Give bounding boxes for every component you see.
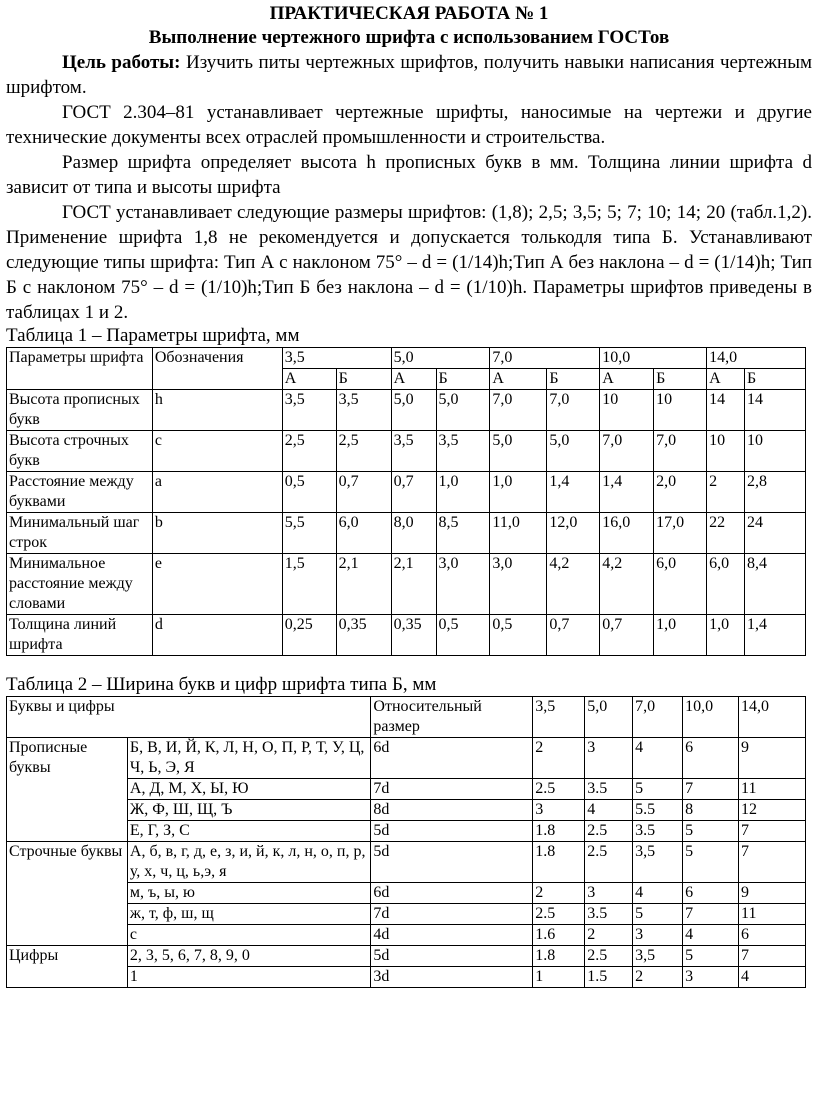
- value-cell: 9: [739, 883, 806, 904]
- value-cell: 1,4: [547, 472, 600, 513]
- value-cell: 3,0: [436, 554, 490, 615]
- value-cell: 2: [707, 472, 745, 513]
- value-cell: 8,5: [436, 513, 490, 554]
- table-row: [7, 431, 806, 472]
- relative-size-cell: 4d: [371, 925, 533, 946]
- value-cell: 7,0: [600, 431, 654, 472]
- header-cell-type: Б: [745, 369, 806, 390]
- value-cell: 5,0: [391, 390, 436, 431]
- value-cell: 3.5: [633, 821, 683, 842]
- letters-cell: Ж, Ф, Ш, Щ, Ъ: [127, 800, 371, 821]
- param-symbol-cell: e: [152, 554, 282, 615]
- value-cell: 2,1: [336, 554, 391, 615]
- table-row: [7, 946, 806, 967]
- value-cell: 5: [633, 904, 683, 925]
- value-cell: 6: [683, 738, 739, 779]
- value-cell: 0,25: [282, 615, 336, 656]
- value-cell: 3: [683, 967, 739, 988]
- table-row: [7, 472, 806, 513]
- value-cell: 0,5: [490, 615, 547, 656]
- header-cell-type: Б: [436, 369, 490, 390]
- value-cell: 2,5: [282, 431, 336, 472]
- param-name-cell: Высота строчных букв: [7, 431, 153, 472]
- value-cell: 2.5: [585, 821, 633, 842]
- value-cell: 3,5: [282, 390, 336, 431]
- letters-cell: 1: [127, 967, 371, 988]
- letters-cell: м, ъ, ы, ю: [127, 883, 371, 904]
- table-header-row: [7, 697, 806, 738]
- value-cell: 3: [533, 800, 585, 821]
- value-cell: 1.8: [533, 946, 585, 967]
- value-cell: 2.5: [585, 842, 633, 883]
- size-paragraph: Размер шрифта определяет высота h прописных букв в мм. Толщина линии шрифта d зависит от типа и высоты шрифта: [6, 152, 812, 198]
- value-cell: 1: [533, 967, 585, 988]
- value-cell: 2: [585, 925, 633, 946]
- header-cell-size: 7,0: [490, 348, 600, 369]
- value-cell: 3.5: [585, 779, 633, 800]
- table-letter-widths: [6, 696, 806, 988]
- param-symbol-cell: b: [152, 513, 282, 554]
- relative-size-cell: 8d: [371, 800, 533, 821]
- header-cell-type: А: [707, 369, 745, 390]
- value-cell: 9: [739, 738, 806, 779]
- value-cell: 3: [633, 925, 683, 946]
- relative-size-cell: 3d: [371, 967, 533, 988]
- value-cell: 1,5: [282, 554, 336, 615]
- value-cell: 5,0: [490, 431, 547, 472]
- header-cell-size: 14,0: [707, 348, 806, 369]
- value-cell: 1.5: [585, 967, 633, 988]
- value-cell: 3: [585, 883, 633, 904]
- param-symbol-cell: d: [152, 615, 282, 656]
- header-cell-size: 14,0: [739, 697, 806, 738]
- gost-paragraph: ГОСТ 2.304–81 устанавливает чертежные шрифты, наносимые на чертежи и другие технические документы всех отраслей промышленности и строительства.: [6, 102, 812, 148]
- relative-size-cell: 5d: [371, 946, 533, 967]
- value-cell: 5.5: [633, 800, 683, 821]
- value-cell: 0,7: [547, 615, 600, 656]
- value-cell: 4: [633, 738, 683, 779]
- value-cell: 5: [683, 842, 739, 883]
- param-name-cell: Высота прописных букв: [7, 390, 153, 431]
- value-cell: 2.5: [533, 904, 585, 925]
- value-cell: 16,0: [600, 513, 654, 554]
- letters-cell: Б, В, И, Й, К, Л, Н, О, П, Р, Т, У, Ц, Ч, Ь, Э, Я: [127, 738, 371, 779]
- goal-text: Изучить питы чертежных шрифтов, получить навыки написания чертежным шрифтом.: [6, 52, 813, 98]
- value-cell: 1,0: [436, 472, 490, 513]
- value-cell: 2,1: [391, 554, 436, 615]
- value-cell: 1,0: [490, 472, 547, 513]
- value-cell: 0,7: [600, 615, 654, 656]
- relative-size-cell: 6d: [371, 883, 533, 904]
- value-cell: 5: [683, 821, 739, 842]
- value-cell: 6: [739, 925, 806, 946]
- value-cell: 7: [739, 946, 806, 967]
- header-cell-type: А: [600, 369, 654, 390]
- value-cell: 0,35: [336, 615, 391, 656]
- header-cell-letters: Буквы и цифры: [7, 697, 371, 738]
- value-cell: 3,5: [336, 390, 391, 431]
- value-cell: 3: [585, 738, 633, 779]
- letters-cell: с: [127, 925, 371, 946]
- value-cell: 0,5: [436, 615, 490, 656]
- relative-size-cell: 7d: [371, 779, 533, 800]
- group-name-cell: Строчные буквы: [7, 842, 128, 946]
- value-cell: 2: [533, 738, 585, 779]
- header-cell-type: Б: [547, 369, 600, 390]
- table-row: [7, 842, 806, 883]
- letters-cell: А, Д, М, Х, Ы, Ю: [127, 779, 371, 800]
- value-cell: 4,2: [547, 554, 600, 615]
- letters-cell: 2, 3, 5, 6, 7, 8, 9, 0: [127, 946, 371, 967]
- param-name-cell: Толщина линий шрифта: [7, 615, 153, 656]
- value-cell: 12,0: [547, 513, 600, 554]
- types-paragraph: ГОСТ устанавливает следующие размеры шрифтов: (1,8); 2,5; 3,5; 5; 7; 10; 14; 20 (табл.1,2). Применение шрифта 1,8 не рекомендуется и допускается толькодля типа Б. Устанавливают следующие типы шрифта: Тип А с наклоном 75° – d = (1/14)h;Тип А без наклона – d = (1/14)h; Тип Б с наклоном 75° – d = (1/10)h;Тип Б без наклона – d = (1/10)h. Параметры шрифтов приведены в таблицах 1 и 2.: [6, 202, 812, 323]
- header-cell-size: 5,0: [585, 697, 633, 738]
- header-cell-type: А: [490, 369, 547, 390]
- header-cell-size: 7,0: [633, 697, 683, 738]
- value-cell: 6: [683, 883, 739, 904]
- value-cell: 1.8: [533, 821, 585, 842]
- goal-label: Цель работы:: [62, 52, 181, 73]
- header-cell-type: А: [282, 369, 336, 390]
- value-cell: 24: [745, 513, 806, 554]
- value-cell: 3.5: [585, 904, 633, 925]
- value-cell: 1.6: [533, 925, 585, 946]
- value-cell: 1,4: [600, 472, 654, 513]
- value-cell: 0,35: [391, 615, 436, 656]
- value-cell: 5: [683, 946, 739, 967]
- header-cell-relative-size: Относительный размер: [371, 697, 533, 738]
- header-cell-type: Б: [336, 369, 391, 390]
- header-cell-size: 5,0: [391, 348, 490, 369]
- value-cell: 10: [600, 390, 654, 431]
- param-name-cell: Минимальное расстояние между словами: [7, 554, 153, 615]
- value-cell: 4: [739, 967, 806, 988]
- value-cell: 8,0: [391, 513, 436, 554]
- value-cell: 7: [739, 842, 806, 883]
- value-cell: 6,0: [654, 554, 707, 615]
- table-row: [7, 390, 806, 431]
- value-cell: 11: [739, 779, 806, 800]
- param-symbol-cell: a: [152, 472, 282, 513]
- table-header-row: [7, 348, 806, 369]
- header-cell-symbol: Обозначения: [152, 348, 282, 390]
- goal-paragraph: [6, 50, 812, 100]
- value-cell: 1,4: [745, 615, 806, 656]
- letters-cell: Е, Г, З, С: [127, 821, 371, 842]
- param-symbol-cell: h: [152, 390, 282, 431]
- value-cell: 8,4: [745, 554, 806, 615]
- relative-size-cell: 5d: [371, 821, 533, 842]
- value-cell: 7,0: [654, 431, 707, 472]
- value-cell: 7,0: [490, 390, 547, 431]
- value-cell: 10: [745, 431, 806, 472]
- group-name-cell: Прописные буквы: [7, 738, 128, 842]
- table1-caption: Таблица 1 – Параметры шрифта, мм: [6, 325, 300, 346]
- value-cell: 22: [707, 513, 745, 554]
- letters-cell: ж, т, ф, ш, щ: [127, 904, 371, 925]
- value-cell: 2,0: [654, 472, 707, 513]
- table-row: [7, 738, 806, 779]
- value-cell: 6,0: [336, 513, 391, 554]
- page-title: ПРАКТИЧЕСКАЯ РАБОТА № 1: [269, 3, 549, 24]
- header-cell-type: А: [391, 369, 436, 390]
- value-cell: 1.8: [533, 842, 585, 883]
- value-cell: 5,0: [547, 431, 600, 472]
- param-name-cell: Минимальный шаг строк: [7, 513, 153, 554]
- value-cell: 11: [739, 904, 806, 925]
- value-cell: 2: [633, 967, 683, 988]
- table-row: [7, 615, 806, 656]
- value-cell: 2.5: [585, 946, 633, 967]
- value-cell: 3,0: [490, 554, 547, 615]
- relative-size-cell: 5d: [371, 842, 533, 883]
- param-symbol-cell: c: [152, 431, 282, 472]
- value-cell: 2: [533, 883, 585, 904]
- value-cell: 2,5: [336, 431, 391, 472]
- value-cell: 8: [683, 800, 739, 821]
- header-cell-size: 10,0: [600, 348, 707, 369]
- value-cell: 0,5: [282, 472, 336, 513]
- value-cell: 1,0: [654, 615, 707, 656]
- value-cell: 0,7: [336, 472, 391, 513]
- value-cell: 17,0: [654, 513, 707, 554]
- header-cell-size: 3,5: [533, 697, 585, 738]
- letters-cell: А, б, в, г, д, е, з, и, й, к, л, н, о, п, р, у, х, ч, ц, ь,э, я: [127, 842, 371, 883]
- value-cell: 7: [683, 779, 739, 800]
- table-row: [7, 513, 806, 554]
- header-cell-parameters: Параметры шрифта: [7, 348, 153, 390]
- value-cell: 10: [707, 431, 745, 472]
- value-cell: 7,0: [547, 390, 600, 431]
- value-cell: 3,5: [436, 431, 490, 472]
- group-name-cell: Цифры: [7, 946, 128, 988]
- header-cell-size: 3,5: [282, 348, 391, 369]
- value-cell: 3,5: [633, 842, 683, 883]
- value-cell: 4: [683, 925, 739, 946]
- value-cell: 5: [633, 779, 683, 800]
- value-cell: 4: [585, 800, 633, 821]
- value-cell: 12: [739, 800, 806, 821]
- value-cell: 4,2: [600, 554, 654, 615]
- value-cell: 14: [707, 390, 745, 431]
- param-name-cell: Расстояние между буквами: [7, 472, 153, 513]
- header-cell-size: 10,0: [683, 697, 739, 738]
- page-subtitle: Выполнение чертежного шрифта с использованием ГОСТов: [148, 27, 670, 48]
- value-cell: 11,0: [490, 513, 547, 554]
- value-cell: 5,0: [436, 390, 490, 431]
- value-cell: 7: [739, 821, 806, 842]
- value-cell: 6,0: [707, 554, 745, 615]
- value-cell: 3,5: [633, 946, 683, 967]
- value-cell: 2,8: [745, 472, 806, 513]
- value-cell: 0,7: [391, 472, 436, 513]
- value-cell: 3,5: [391, 431, 436, 472]
- table-font-parameters: [6, 347, 806, 656]
- value-cell: 10: [654, 390, 707, 431]
- value-cell: 1,0: [707, 615, 745, 656]
- relative-size-cell: 6d: [371, 738, 533, 779]
- table-row: [7, 554, 806, 615]
- value-cell: 7: [683, 904, 739, 925]
- header-cell-type: Б: [654, 369, 707, 390]
- value-cell: 2.5: [533, 779, 585, 800]
- value-cell: 4: [633, 883, 683, 904]
- value-cell: 14: [745, 390, 806, 431]
- value-cell: 5,5: [282, 513, 336, 554]
- relative-size-cell: 7d: [371, 904, 533, 925]
- table2-caption: Таблица 2 – Ширина букв и цифр шрифта типа Б, мм: [6, 674, 437, 695]
